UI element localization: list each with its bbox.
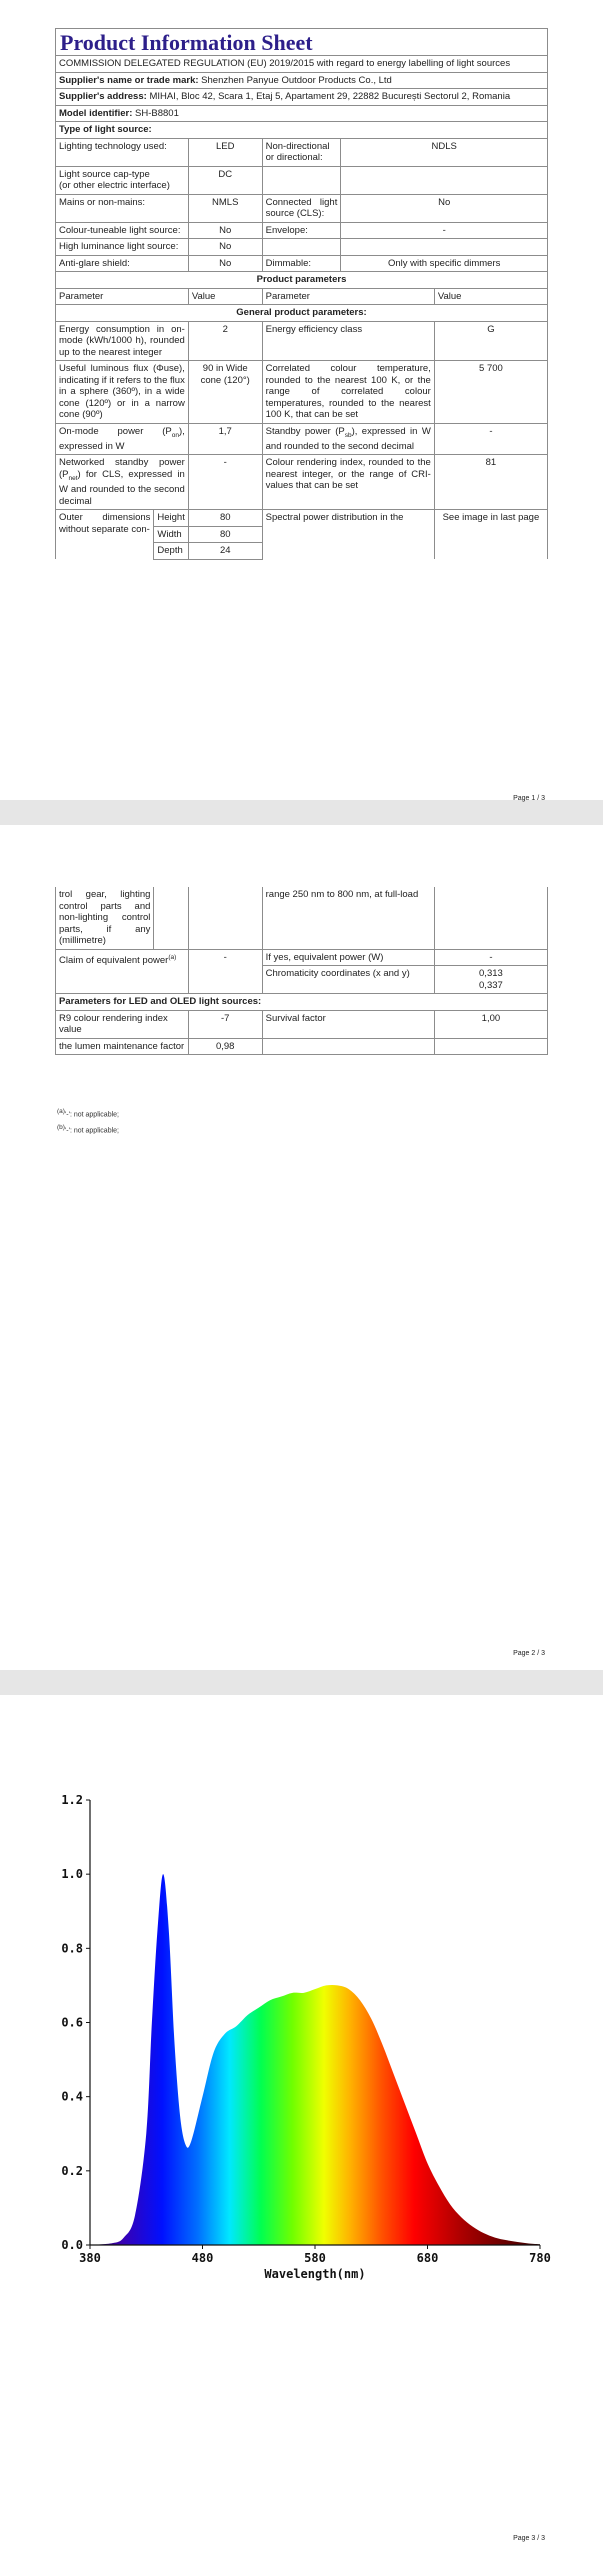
led-row-value: -7 — [188, 1010, 262, 1038]
page-2 — [0, 825, 603, 1670]
dimension-value: 80 — [188, 526, 262, 543]
type-row-label: High luminance light source: — [56, 239, 189, 256]
dimension-value: 80 — [188, 510, 262, 527]
model-identifier: SH-B8801 — [135, 107, 179, 119]
type-row-value: No — [341, 194, 548, 222]
claim-equivalent-power-label — [56, 949, 189, 994]
x-tick-label: 680 — [416, 2251, 439, 2265]
type-row-label: Lighting technology used: — [56, 138, 189, 166]
energy-class-label: Energy efficiency class — [262, 321, 434, 361]
type-row-label: Non-directional or directional: — [262, 138, 341, 166]
claim-label-text: Claim of equivalent power — [59, 954, 169, 966]
spd-value: See image in last page — [434, 510, 547, 560]
dimension-name: Height — [154, 510, 188, 527]
general-params-heading: General product parameters: — [56, 305, 548, 322]
supplier-address-label: Supplier's address: — [59, 91, 147, 102]
cri-label: Colour rendering index, rounded to the nearest integer, or the range of CRI-values that can be set — [262, 455, 434, 510]
net-standby-label — [56, 455, 189, 510]
y-tick-label: 1.0 — [61, 1867, 83, 1882]
supplier-name: Shenzhen Panyue Outdoor Products Co., Ltd — [201, 74, 392, 86]
supplier-address-cell — [56, 89, 548, 106]
regulation-text: COMMISSION DELEGATED REGULATION (EU) 2019/2015 with regard to energy labelling of light sources — [56, 56, 548, 73]
spd-label: Spectral power distribution in the — [262, 510, 434, 560]
x-tick-label: 480 — [191, 2251, 214, 2265]
info-sheet-table-continued — [55, 887, 548, 1055]
onmode-power-label — [56, 423, 189, 455]
page-3 — [0, 1695, 603, 2560]
led-row-value — [434, 1038, 547, 1055]
col-header: Parameter — [262, 288, 434, 305]
x-tick-label: 380 — [79, 2251, 101, 2265]
type-row-value: NDLS — [341, 138, 548, 166]
energy-consumption-label: Energy consumption in on-mode (kWh/1000 h), rounded up to the nearest integer — [56, 321, 189, 361]
supplier-name-label: Supplier's name or trade mark: — [59, 74, 199, 86]
col-header: Value — [188, 288, 262, 305]
type-row-value: - — [341, 222, 548, 239]
footnote-a — [57, 1108, 119, 1118]
standby-power-label — [262, 423, 434, 455]
netstandby-label-a: Networked standby power (P — [59, 457, 185, 480]
y-tick-label: 0.0 — [61, 2238, 83, 2252]
supplier-name-cell — [56, 72, 548, 89]
type-row-value: LED — [188, 138, 262, 166]
y-tick-label: 0.2 — [61, 2163, 83, 2178]
netstandby-label-sub: net — [68, 474, 78, 482]
luminous-flux-label: Useful luminous flux (Φuse), indicating if it refers to the flux in a sphere (360º), in a wide cone (120º) or in a narrow cone (90º) — [56, 361, 189, 424]
model-label: Model identifier: — [59, 107, 133, 119]
claim-equivalent-power-value: - — [188, 949, 262, 994]
type-row-label: Connected light source (CLS): — [262, 194, 341, 222]
led-row-label — [262, 1038, 434, 1055]
standby-label-b: ), expressed in W and rounded to the second decimal — [265, 425, 431, 452]
led-row-label: R9 colour rendering index value — [56, 1010, 189, 1038]
onmode-label-b: ), expressed in W — [59, 425, 185, 452]
supplier-address: MIHAI, Bloc 42, Scara 1, Etaj 5, Apartament 29, 22882 București Sectorul 2, Romania — [149, 91, 511, 102]
dimension-name: Depth — [154, 543, 188, 560]
led-row-label: the lumen maintenance factor — [56, 1038, 189, 1055]
page-1 — [0, 0, 603, 800]
page-title: Product Information Sheet — [60, 30, 313, 55]
spectrum-area — [90, 1874, 540, 2245]
cct-label: Correlated colour temperature, rounded to the nearest 100 K, or the range of correlated colour temperatures, rounded to the nearest 100 K, that can be set — [262, 361, 434, 424]
y-tick-label: 0.4 — [61, 2089, 83, 2104]
x-axis-label: Wavelength(nm) — [264, 2267, 366, 2281]
type-row-label — [262, 166, 341, 194]
type-row-value: NMLS — [188, 194, 262, 222]
type-row-value: No — [188, 222, 262, 239]
standby-power-value: - — [434, 423, 547, 455]
spd-label-cont: range 250 nm to 800 nm, at full-load — [262, 887, 434, 949]
dimension-value: 24 — [188, 543, 262, 560]
type-row-value — [341, 166, 548, 194]
dimension-name: Width — [154, 526, 188, 543]
x-tick-label: 580 — [304, 2251, 326, 2265]
footnote-b — [57, 1124, 119, 1134]
col-header: Value — [434, 288, 547, 305]
cct-value: 5 700 — [434, 361, 547, 424]
type-row-label — [262, 239, 341, 256]
energy-consumption-value: 2 — [188, 321, 262, 361]
x-tick-label: 780 — [529, 2251, 551, 2265]
footnote-text: '-': not applicable; — [64, 1127, 119, 1135]
outer-dimensions-label-cont: trol gear, lighting control parts and non-lighting control parts, if any (millimetre) — [56, 887, 154, 949]
type-row-value: No — [188, 255, 262, 272]
outer-dimensions-label: Outer dimensions without separate con- — [56, 510, 154, 560]
product-params-heading: Product parameters — [56, 272, 548, 289]
type-heading: Type of light source: — [56, 122, 548, 139]
type-row-label: Colour-tuneable light source: — [56, 222, 189, 239]
type-row-label: Anti-glare shield: — [56, 255, 189, 272]
net-standby-value: - — [188, 455, 262, 510]
type-row-value — [341, 239, 548, 256]
onmode-label-sub: on — [171, 431, 180, 439]
page-number: Page 1 / 3 — [513, 795, 545, 802]
luminous-flux-value: 90 in Wide cone (120°) — [188, 361, 262, 424]
standby-label-a: Standby power (P — [265, 425, 345, 437]
equivalent-power-label: If yes, equivalent power (W) — [262, 949, 434, 966]
footnote-mark: (b) — [57, 1124, 65, 1131]
energy-class-value: G — [434, 321, 547, 361]
equivalent-power-value: - — [434, 949, 547, 966]
cri-value: 81 — [434, 455, 547, 510]
info-sheet-table — [55, 28, 548, 560]
type-row-label: Envelope: — [262, 222, 341, 239]
type-row-label: Mains or non-mains: — [56, 194, 189, 222]
col-header: Parameter — [56, 288, 189, 305]
claim-footnote-mark: (a) — [168, 953, 177, 961]
y-tick-label: 0.6 — [61, 2015, 83, 2030]
led-params-heading: Parameters for LED and OLED light sources: — [56, 994, 548, 1011]
y-tick-label: 1.2 — [61, 1793, 83, 1807]
type-row-value: Only with specific dimmers — [341, 255, 548, 272]
onmode-power-value: 1,7 — [188, 423, 262, 455]
page-number: Page 2 / 3 — [513, 1650, 545, 1657]
led-row-value: 1,00 — [434, 1010, 547, 1038]
led-row-value: 0,98 — [188, 1038, 262, 1055]
netstandby-label-b: ) for CLS, expressed in W and rounded to the second decimal — [59, 468, 185, 507]
y-tick-label: 0.8 — [61, 1941, 83, 1956]
chromaticity-label: Chromaticity coordinates (x and y) — [262, 966, 434, 994]
chromaticity-value: 0,313 0,337 — [434, 966, 547, 994]
standby-label-sub: sb — [344, 431, 352, 439]
type-row-label: Light source cap-type (or other electric interface) — [56, 166, 189, 194]
footnote-text: '-': not applicable; — [64, 1111, 119, 1119]
model-cell — [56, 105, 548, 122]
type-row-value: No — [188, 239, 262, 256]
type-row-label: Dimmable: — [262, 255, 341, 272]
onmode-label-a: On-mode power (P — [59, 425, 172, 437]
type-row-value: DC — [188, 166, 262, 194]
led-row-label: Survival factor — [262, 1010, 434, 1038]
page-number: Page 3 / 3 — [513, 2535, 545, 2542]
footnote-mark: (a) — [57, 1108, 65, 1115]
spectral-power-distribution-chart — [0, 1745, 603, 2325]
